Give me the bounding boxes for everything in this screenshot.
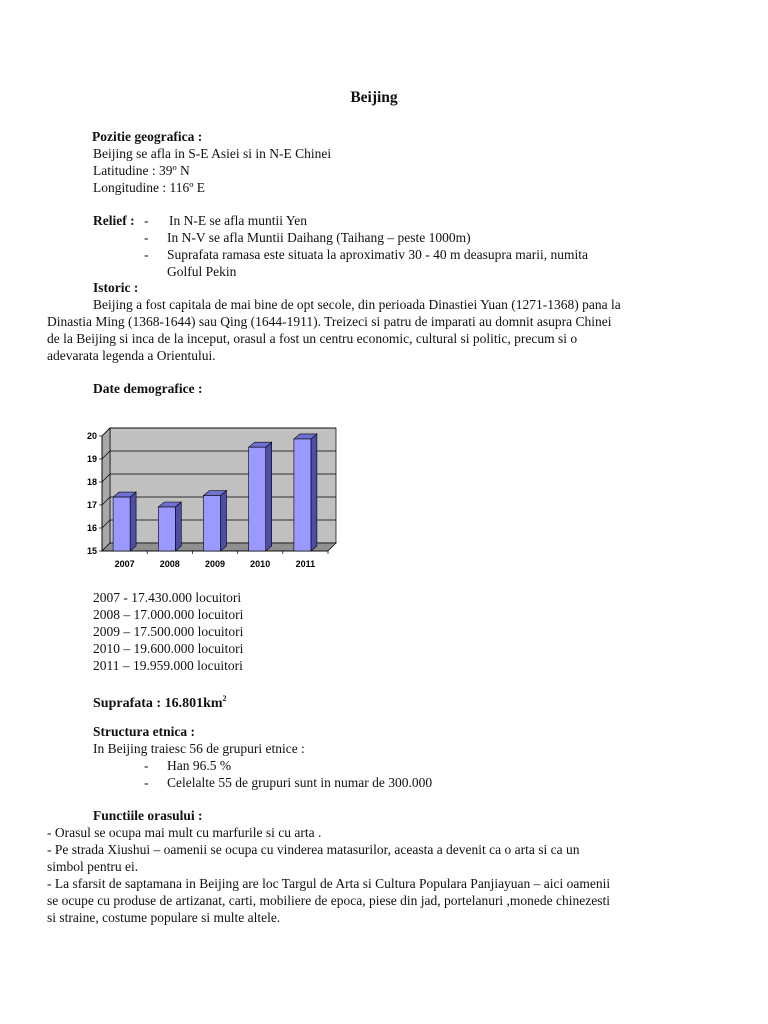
etnica-item: Celelalte 55 de grupuri sunt in numar de 300.000 [167,775,433,790]
population-line: 2011 – 19.959.000 locuitori [93,658,243,673]
x-tick-label: 2010 [250,559,271,569]
functii-line: se ocupe cu produse de artizanat, carti, mobiliere de epoca, piese din jad, portelanuri ,monede chinezesti [47,893,611,908]
relief-dash: - [144,230,149,245]
relief-dash: - [144,213,149,228]
plot-side-wall [102,428,110,551]
functii-line: simbol pentru ei. [47,859,139,874]
y-tick-label: 16 [86,523,97,533]
suprafata-exponent: 2 [222,694,227,703]
population-line: 2007 - 17.430.000 locuitori [93,590,242,605]
functii-line: - La sfarsit de saptamana in Beijing are loc Targul de Arta si Cultura Populara Panjiayuan – aici oamenii [47,876,611,891]
population-line: 2009 – 17.500.000 locuitori [93,624,244,639]
etnica-dash: - [144,758,149,773]
y-tick-label: 17 [86,500,97,510]
functii-line: - Orasul se ocupa mai mult cu marfurile si cu arta . [47,825,322,840]
demografie-heading: Date demografice : [93,381,203,396]
geo-line: Longitudine : 116º E [93,180,206,195]
istoric-line: Beijing a fost capitala de mai bine de opt secole, din perioada Dinastiei Yuan (1271-1368) pana la [93,297,621,312]
bar-2010 [249,447,266,551]
istoric-line: Dinastia Ming (1368-1644) sau Qing (1644-1911). Treizeci si patru de imparati au domnit asupra Chinei [47,314,612,329]
y-tick-label: 18 [86,477,97,487]
bar-side [221,491,227,552]
etnica-intro: In Beijing traiesc 56 de grupuri etnice : [93,741,305,756]
bar-side [130,492,136,551]
bar-side [311,434,317,551]
population-line: 2010 – 19.600.000 locuitori [93,641,244,656]
x-tick-label: 2009 [204,559,226,569]
geo-heading: Pozitie geografica : [92,129,203,144]
functii-heading: Functiile orasului : [93,808,203,823]
relief-item: In N-V se afla Muntii Daihang (Taihang – peste 1000m) [167,230,471,245]
suprafata-label: Suprafata : [93,696,162,711]
functii-line: - Pe strada Xiushui – oamenii se ocupa cu vinderea matasurilor, aceasta a devenit ca o arta si ca un [47,842,580,857]
relief-item: In N-E se afla muntii Yen [169,213,307,228]
relief-dash: - [144,247,149,262]
etnica-dash: - [144,775,149,790]
bar-side [175,502,181,551]
y-tick-label: 20 [86,431,97,441]
y-tick-label: 15 [86,546,97,556]
bar-2008 [158,507,175,551]
x-tick-label: 2007 [114,559,135,569]
geo-line: Latitudine : 39º N [93,163,190,178]
istoric-line: de la Beijing si inca de la inceput, orasul a fost un centru economic, cultural si politic, precum si o [47,331,578,346]
relief-item: Suprafata ramasa este situata la aproximativ 30 - 40 m deasupra marii, numita [167,247,588,262]
etnica-item: Han 96.5 % [167,758,232,773]
population-line: 2008 – 17.000.000 locuitori [93,607,244,622]
bar-2009 [204,496,221,552]
page-title: Beijing [350,89,398,106]
etnica-heading: Structura etnica : [93,724,195,739]
geo-line: Beijing se afla in S-E Asiei si in N-E Chinei [93,146,332,161]
x-tick-label: 2008 [159,559,180,569]
relief-heading: Relief : [93,213,135,228]
bar-side [266,442,272,551]
suprafata [93,690,227,712]
suprafata-value: 16.801km [164,696,223,711]
istoric-heading: Istoric : [93,280,139,295]
x-tick-label: 2011 [295,559,316,569]
relief-item: Golful Pekin [167,264,237,279]
istoric-line: adevarata legenda a Orientului. [47,348,216,363]
y-tick-label: 19 [86,454,97,464]
bar-2011 [294,439,311,551]
population-bar-chart [78,424,348,574]
bar-2007 [113,497,130,551]
functii-line: si straine, costume populare si multe altele. [47,910,281,925]
